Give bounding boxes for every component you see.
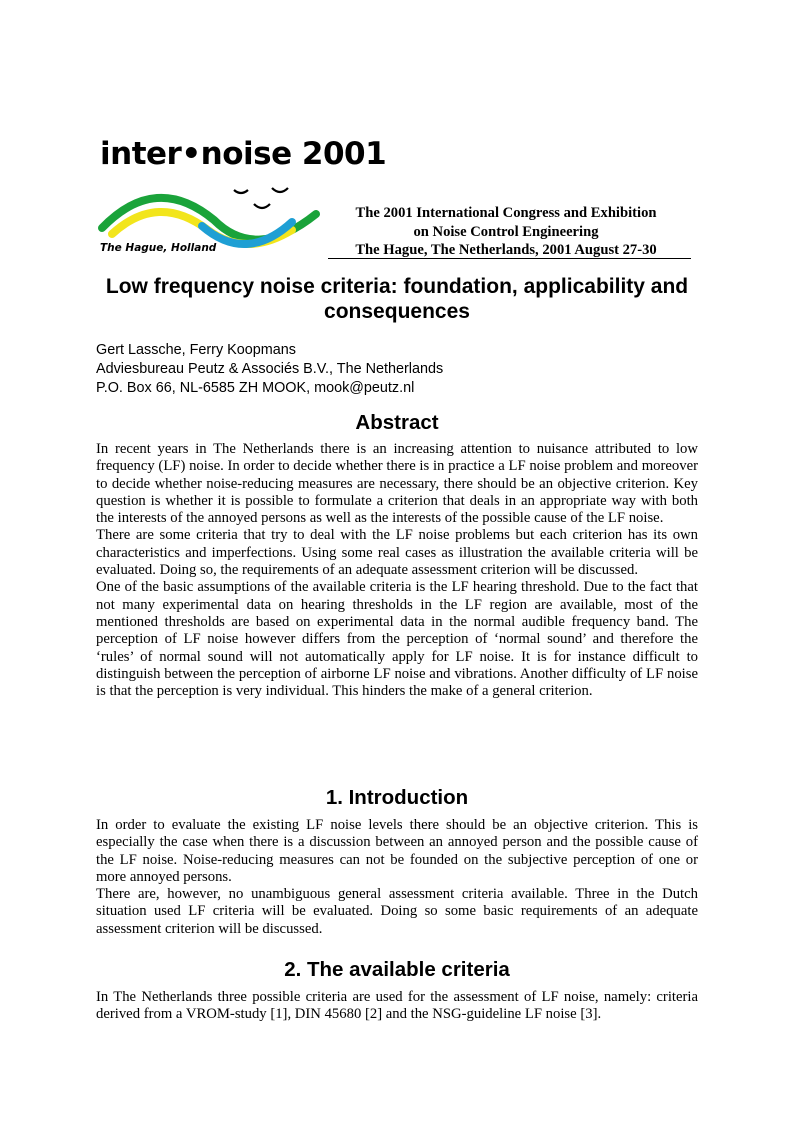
abstract-body: [96, 441, 698, 700]
introduction-heading: 1. Introduction: [325, 786, 469, 809]
logo-smile-2: [272, 188, 288, 192]
introduction-paragraph-1: In order to evaluate the existing LF noise levels there should be an objective criterion. This is especially the case when there is a discussion between an annoyed person and the possible cause of the LF noise. Noise-reducing measures can not be founded on the subjective perception of one or more annoyed persons.: [96, 817, 698, 885]
header-rule: [328, 258, 691, 259]
abstract-paragraph-2: There are some criteria that try to deal with the LF noise problems but each criterion has its own characteristics and imperfections. Using some real cases as illustration the available criteria will be evaluated. Doing so, the requirements of an adequate assessment criterion will be discussed.: [96, 527, 698, 579]
author-names: Gert Lassche, Ferry Koopmans: [96, 342, 296, 358]
conference-line-2: on Noise Control Engineering: [413, 223, 599, 240]
introduction-body: [96, 817, 698, 938]
criteria-body: [96, 989, 698, 1024]
logo-smile-3: [254, 204, 270, 208]
introduction-paragraph-2: There are, however, no unambiguous general assessment criteria available. Three in the Dutch situation used LF criteria will be evaluated. Doing so some basic requirements of an adequate assessment criterion will be discussed.: [96, 886, 698, 937]
conference-line-1: The 2001 International Congress and Exhibition: [355, 205, 657, 221]
paper-title: Low frequency noise criteria: foundation, applicability and consequences: [105, 275, 689, 323]
abstract-paragraph-1: In recent years in The Netherlands there is an increasing attention to nuisance attributed to low frequency (LF) noise. In order to decide whether there is in practice a LF noise problem and moreover to decide whether noise-reducing measures are necessary, there should be an objective criterion. Key question is whether it is possible to formulate a criterion that deals in an appropriate way with both the interests of the annoyed persons as well as the interests of the possible cause of the LF noise.: [96, 441, 698, 527]
logo-place: The Hague, Holland: [100, 242, 217, 254]
conference-header: [336, 204, 676, 260]
conference-line-3: The Hague, The Netherlands, 2001 August 27-30: [355, 242, 657, 258]
criteria-paragraph-1: In The Netherlands three possible criteria are used for the assessment of LF noise, namely: criteria derived from a VROM-study [1], DIN 45680 [2] and the NSG-guideline LF noise [3].: [96, 989, 698, 1023]
conference-logo: [96, 134, 387, 260]
abstract-heading: Abstract: [355, 411, 439, 434]
abstract-paragraph-3: One of the basic assumptions of the available criteria is the LF hearing threshold. Due to the fact that not many experimental data on hearing thresholds in the LF region are available, most of the mentioned thresholds are based on experimental data in the normal audible frequency band. The perception of LF noise however differs from the perception of ‘normal sound’ and therefore the ‘rules’ of normal sound will not automatically apply for LF noise. It is for instance difficult to distinguish between the perception of airborne LF noise and vibrations. Another difficulty of LF noise is that the perception is very individual. This hinders the make of a general criterion.: [96, 579, 698, 700]
author-address: P.O. Box 66, NL-6585 ZH MOOK, mook@peutz.nl: [96, 379, 415, 396]
author-block: [96, 341, 443, 397]
logo-wordmark: inter•noise 2001: [100, 136, 387, 172]
logo-smile-1: [234, 190, 248, 193]
criteria-heading: 2. The available criteria: [284, 958, 510, 981]
author-affiliation: Adviesbureau Peutz & Associés B.V., The Netherlands: [96, 360, 444, 377]
